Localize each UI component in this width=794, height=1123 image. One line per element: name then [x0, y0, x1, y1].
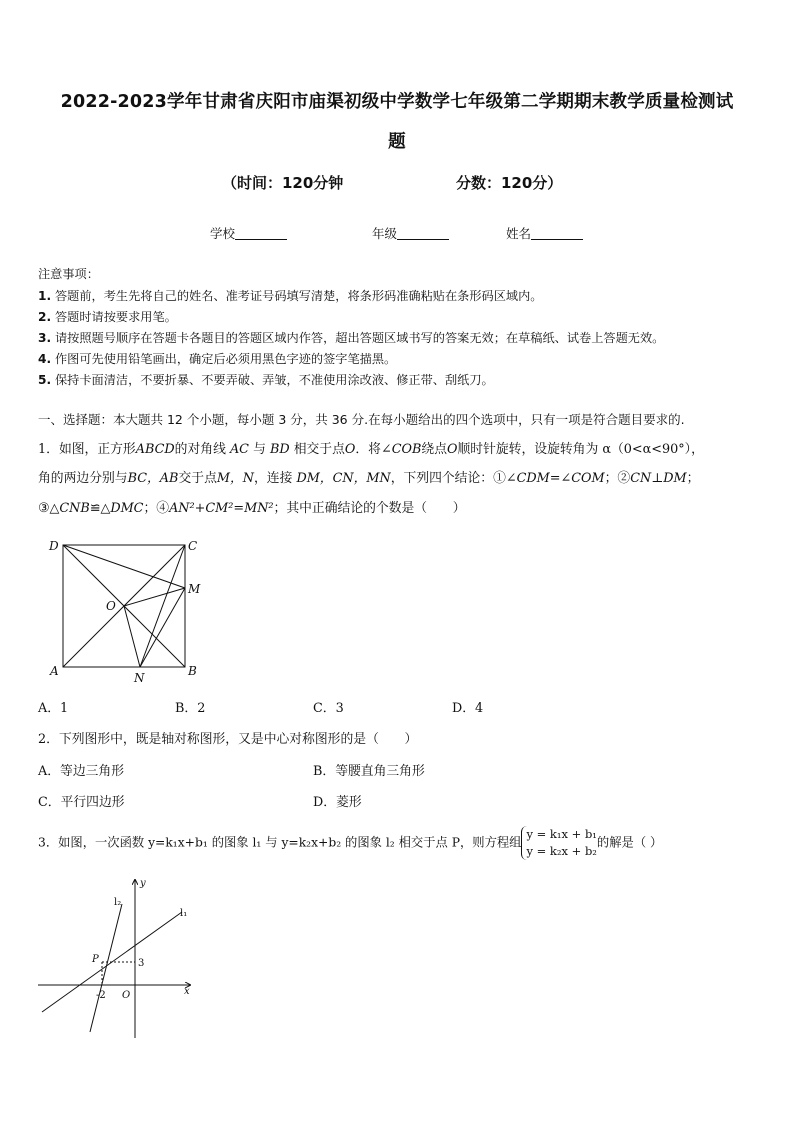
- q2-option-a[interactable]: A．等边三角形: [38, 764, 125, 779]
- q1-line2: 角的两边分别与BC，AB交于点M，N，连接 DM，CN，MN，下列四个结论：①∠CDM=∠COM；②CN⊥DM；: [38, 471, 700, 486]
- label-l2: l₂: [114, 897, 122, 908]
- q3-graph-figure: [34, 872, 204, 1042]
- note-item: 1. 答题前，考生先将自己的姓名、准考证号码填写清楚，将条形码准确粘贴在条形码区域内。: [38, 289, 543, 303]
- grade-blank: [397, 227, 449, 240]
- notes-heading: 注意事项：: [38, 267, 99, 281]
- exam-score: 分数：120分）: [456, 174, 563, 192]
- q1-option-b[interactable]: B．2: [175, 701, 206, 716]
- label-l1: l₁: [180, 908, 188, 919]
- segment-on: [124, 606, 140, 667]
- q2-stem: 2．下列图形中，既是轴对称图形，又是中心对称图形的是（ ）: [38, 732, 418, 747]
- note-item: 3. 请按照题号顺序在答题卡各题目的答题区域内作答，超出答题区域书写的答案无效；在草稿纸、试卷上答题无效。: [38, 331, 665, 345]
- q1-square-figure: [40, 532, 210, 688]
- exam-title-line2: 题: [388, 132, 406, 152]
- q1-line3: ③△CNB≌△DMC；④AN²+CM²=MN²；其中正确结论的个数是（ ）: [38, 501, 466, 516]
- label-minus-two: -2: [96, 990, 106, 1001]
- label-y-axis: y: [140, 878, 146, 889]
- label-b: B: [188, 664, 197, 678]
- note-item: 2. 答题时请按要求用笔。: [38, 310, 177, 324]
- label-m: M: [188, 582, 201, 596]
- section-heading: 一、选择题：本大题共 12 个小题，每小题 3 分，共 36 分.在每小题给出的四个选项中，只有一项是符合题目要求的.: [38, 412, 685, 427]
- exam-time: （时间：120分钟: [222, 174, 344, 192]
- label-origin: O: [122, 990, 131, 1001]
- grade-label: 年级: [372, 226, 398, 241]
- q1-option-a[interactable]: A．1: [38, 701, 69, 716]
- name-blank: [531, 227, 583, 240]
- label-n: N: [134, 671, 145, 685]
- label-o: O: [106, 599, 116, 613]
- line-l2: [90, 904, 122, 1032]
- label-p: P: [92, 954, 99, 965]
- name-label: 姓名: [506, 226, 532, 241]
- label-three: 3: [138, 958, 145, 969]
- exam-title-line1: 2022-2023学年甘肃省庆阳市庙渠初级中学数学七年级第二学期期末教学质量检测试: [60, 92, 734, 112]
- q3-stem: 3．如图，一次函数 y=k₁x+b₁ 的图象 l₁ 与 y=k₂x+b₂ 的图象 l₂ 相交于点 P，则方程组 y = k₁x + b₁ y = k₂x + b₂ 的解是（ ）: [38, 827, 663, 858]
- grade-field: [372, 224, 449, 242]
- q1-option-d[interactable]: D．4: [452, 701, 484, 716]
- name-field: [506, 224, 583, 242]
- equation-system: y = k₁x + b₁ y = k₂x + b₂: [521, 826, 596, 860]
- school-blank: [235, 227, 287, 240]
- segment-cn: [140, 545, 185, 667]
- q2-option-d[interactable]: D．菱形: [313, 795, 362, 810]
- q1-line1: 1．如图，正方形ABCD的对角线 AC 与 BD 相交于点O．将∠COB绕点O顺时针旋转，设旋转角为 α（0<α<90°），: [38, 442, 704, 457]
- school-field: [210, 224, 287, 242]
- label-c: C: [188, 539, 198, 553]
- note-item: 5. 保持卡面清洁，不要折暴、不要弄破、弄皱，不准使用涂改液、修正带、刮纸刀。: [38, 373, 494, 387]
- segment-mn: [140, 588, 185, 667]
- q1-option-c[interactable]: C．3: [313, 701, 344, 716]
- q2-option-c[interactable]: C．平行四边形: [38, 795, 125, 810]
- label-d: D: [49, 539, 59, 553]
- q2-option-b[interactable]: B．等腰直角三角形: [313, 764, 425, 779]
- note-item: 4. 作图可先使用铅笔画出，确定后必须用黑色字迹的签字笔描黑。: [38, 352, 397, 366]
- label-x-axis: x: [184, 986, 190, 997]
- school-label: 学校: [210, 226, 236, 241]
- label-a: A: [50, 664, 59, 678]
- segment-dm: [63, 545, 185, 588]
